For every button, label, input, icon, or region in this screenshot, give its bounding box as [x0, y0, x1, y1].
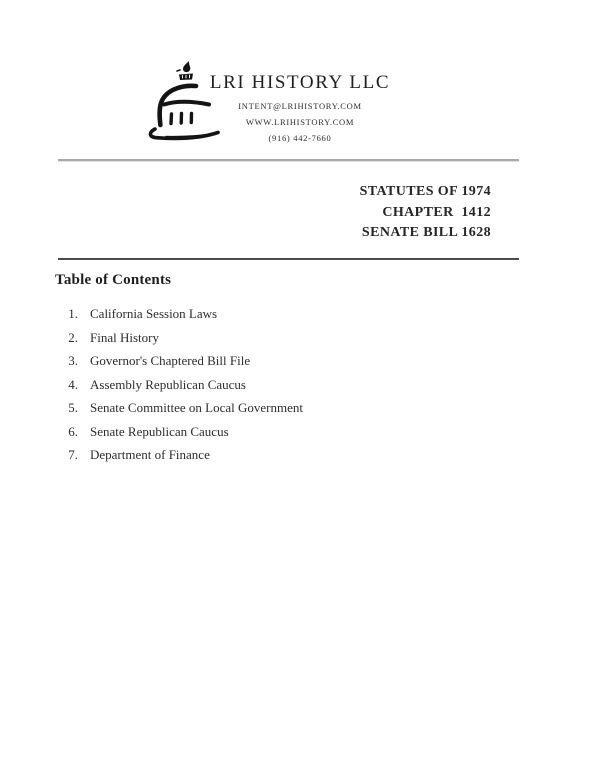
toc-item-number: 5.: [68, 400, 78, 415]
toc-item-label: Assembly Republican Caucus: [90, 376, 246, 392]
toc-item-number: 3.: [68, 353, 78, 368]
statute-line-senate-bill: SENATE BILL 1628: [361, 225, 491, 240]
toc-item-number: 4.: [68, 376, 78, 392]
toc-item-label: Department of Finance: [90, 447, 210, 462]
letterhead-website: WWW.LRIHISTORY.COM: [245, 117, 355, 127]
toc-item: [62, 448, 303, 461]
toc-item-label: Governor's Chaptered Bill File: [90, 353, 251, 368]
toc-item-number: 1.: [68, 306, 78, 321]
toc-item-number: 2.: [68, 329, 78, 345]
toc-item: [62, 331, 303, 344]
toc-heading: Table of Contents: [55, 272, 172, 288]
toc-item: [62, 378, 303, 391]
statute-block: [360, 182, 491, 244]
toc-item-label: Final History: [90, 329, 159, 345]
letterhead-phone: (916) 442-7660: [268, 133, 332, 143]
statute-line-chapter: CHAPTER 1412: [382, 204, 491, 220]
toc-item-number: 6.: [68, 423, 78, 439]
statute-line-statutes: STATUTES OF 1974: [359, 184, 491, 199]
toc-item-label: California Session Laws: [90, 306, 218, 321]
toc-item: [62, 425, 303, 438]
company-name: LRI HISTORY LLC: [209, 72, 391, 93]
toc-item: [62, 307, 303, 320]
toc-item-label: Senate Committee on Local Government: [90, 400, 303, 415]
toc-list: [62, 307, 303, 472]
toc-item-number: 7.: [68, 447, 78, 462]
toc-item-label: Senate Republican Caucus: [90, 423, 229, 439]
divider-top: [58, 159, 519, 161]
divider-bottom: [58, 258, 519, 260]
toc-item: [62, 401, 303, 414]
toc-item: [62, 354, 303, 367]
letterhead-text: [208, 72, 392, 143]
letterhead-email: INTENT@LRIHISTORY.COM: [238, 101, 362, 111]
